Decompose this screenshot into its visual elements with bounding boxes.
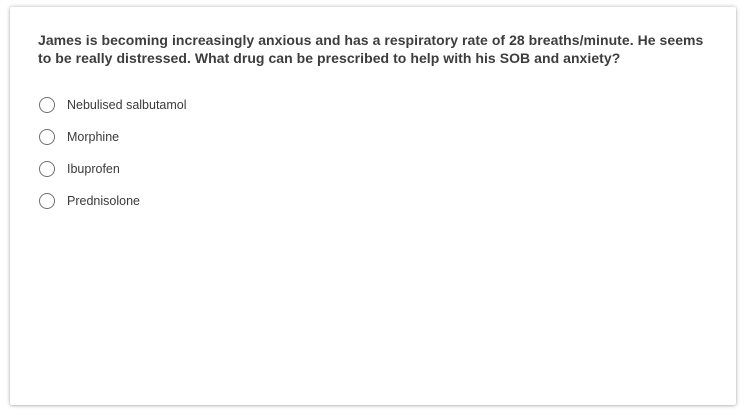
radio-button[interactable] (39, 129, 55, 145)
radio-button[interactable] (39, 161, 55, 177)
answer-options (39, 89, 187, 217)
option-morphine[interactable] (39, 121, 187, 153)
radio-button[interactable] (39, 193, 55, 209)
option-label: Morphine (67, 130, 120, 144)
option-ibuprofen[interactable] (39, 153, 187, 185)
option-label: Prednisolone (67, 194, 140, 208)
option-label: Ibuprofen (67, 162, 120, 176)
option-label: Nebulised salbutamol (67, 98, 187, 112)
radio-button[interactable] (39, 97, 55, 113)
question-card (10, 7, 736, 405)
option-nebulised-salbutamol[interactable] (39, 89, 187, 121)
option-prednisolone[interactable] (39, 185, 187, 217)
question-text: James is becoming increasingly anxious and has a respiratory rate of 28 breaths/minute. He seems to be really distressed. What drug can be prescribed to help with his SOB and anxiety? (38, 32, 704, 66)
